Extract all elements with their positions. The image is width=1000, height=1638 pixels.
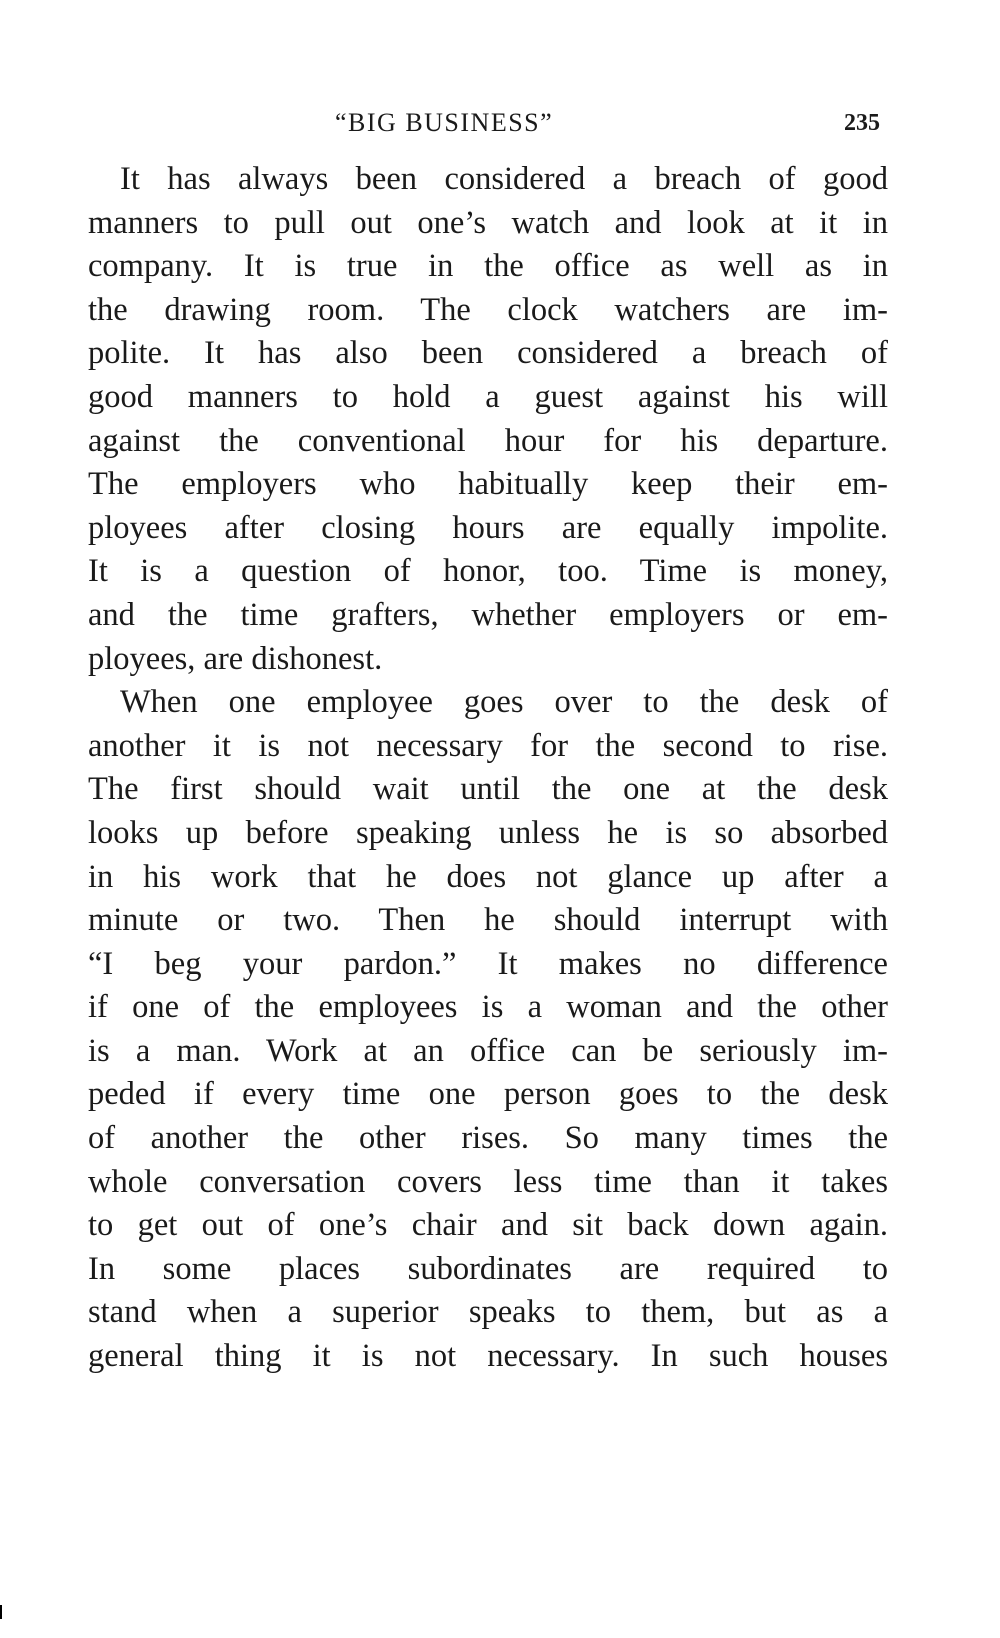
body-text [88,158,888,1379]
text-line: When one employee goes over to the desk of [120,684,888,721]
page-number: 235 [844,110,880,136]
text-line: against the conventional hour for his departure. [88,422,888,459]
text-line: company. It is true in the office as well as in [88,248,888,285]
text-line: minute or two. Then he should interrupt with [88,902,888,939]
text-line: In some places subordinates are required to [88,1250,888,1287]
text-line: general thing it is not necessary. In such houses [88,1338,888,1375]
paragraph [88,681,888,1379]
text-line: and the time grafters, whether employers or em- [88,596,888,633]
paragraph [88,158,888,681]
text-line: the drawing room. The clock watchers are im- [88,291,888,328]
text-line: polite. It has also been considered a breach of [88,335,888,372]
text-line: “I beg your pardon.” It makes no difference [88,945,888,982]
scan-edge-mark [0,1605,2,1619]
text-line: to get out of one’s chair and sit back down again. [88,1207,888,1244]
text-line: another it is not necessary for the second to rise. [88,727,888,764]
text-line: of another the other rises. So many times the [88,1120,888,1157]
text-line: good manners to hold a guest against his will [88,378,888,415]
text-line: ployees after closing hours are equally impolite. [88,509,888,546]
text-line: It has always been considered a breach of good [120,161,888,197]
running-title: “BIG BUSINESS” [335,108,554,137]
text-line: looks up before speaking unless he is so absorbed [88,814,888,851]
text-line: The first should wait until the one at the desk [88,771,888,808]
text-line: is a man. Work at an office can be seriously im- [88,1032,888,1069]
text-line: manners to pull out one’s watch and look at it in [88,204,888,241]
text-line: in his work that he does not glance up after a [88,858,888,895]
text-line: The employers who habitually keep their em- [88,466,888,503]
running-head [90,108,880,148]
text-line: It is a question of honor, too. Time is money, [88,553,888,590]
text-line: peded if every time one person goes to the desk [88,1076,888,1113]
text-line: stand when a superior speaks to them, but as a [88,1294,888,1331]
text-line: ployees, are dishonest. [88,640,383,677]
text-line: if one of the employees is a woman and the other [88,989,888,1026]
text-line: whole conversation covers less time than it takes [88,1163,888,1200]
